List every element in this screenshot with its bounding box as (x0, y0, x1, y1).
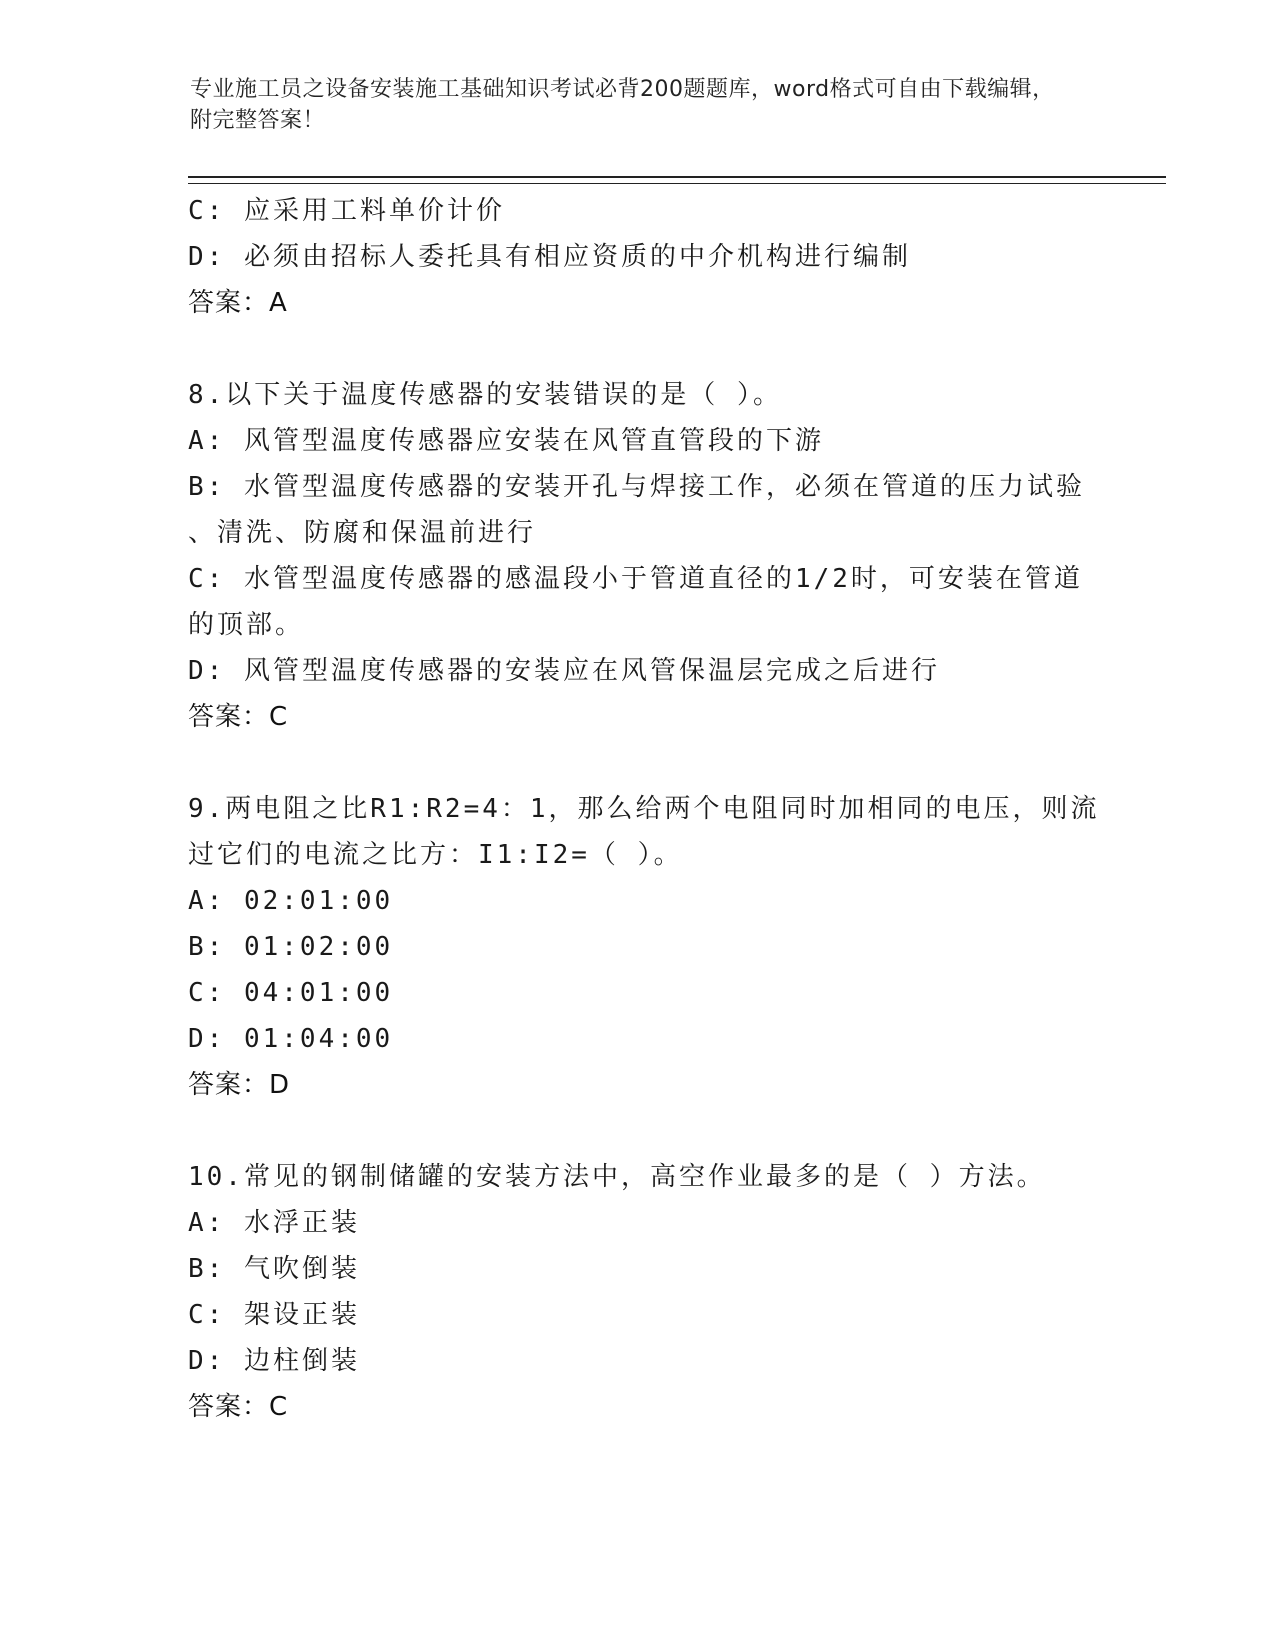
question-9 (188, 786, 1100, 1108)
page-header (190, 74, 1070, 136)
option-c-continued: 的顶部。 (188, 610, 305, 640)
answer-line: 答案：A (188, 288, 288, 318)
option-b-continued: 、清洗、防腐和保温前进行 (188, 518, 537, 548)
header-title: 专业施工员之设备安装施工基础知识考试必背200题题库，word格式可自由下载编辑，附完整答案！ (190, 77, 1055, 133)
option-d: D: 风管型温度传感器的安装应在风管保温层完成之后进行 (188, 656, 940, 686)
question-10 (188, 1154, 1088, 1430)
option-c: C: 架设正装 (188, 1300, 360, 1330)
option-c: C: 应采用工料单价计价 (188, 196, 505, 226)
question-list (188, 188, 1100, 1430)
prev-question-block (188, 188, 1088, 326)
question-stem: 8.以下关于温度传感器的安装错误的是（ ）。 (188, 380, 782, 410)
option-a: A: 02:01:00 (188, 886, 394, 916)
option-c: C: 水管型温度传感器的感温段小于管道直径的1/2时，可安装在管道 (188, 564, 1083, 594)
answer-line: 答案：C (188, 702, 289, 732)
option-d: D: 边柱倒装 (188, 1346, 360, 1376)
option-d: D: 01:04:00 (188, 1024, 394, 1054)
option-a: A: 水浮正装 (188, 1208, 360, 1238)
option-b: B: 气吹倒装 (188, 1254, 360, 1284)
option-a: A: 风管型温度传感器应安装在风管直管段的下游 (188, 426, 824, 456)
option-d: D: 必须由招标人委托具有相应资质的中介机构进行编制 (188, 242, 911, 272)
answer-line: 答案：C (188, 1392, 289, 1422)
answer-line: 答案：D (188, 1070, 291, 1100)
question-stem-continued: 过它们的电流之比方：I1:I2=（ ）。 (188, 840, 683, 870)
question-8 (188, 372, 1088, 740)
option-b: B: 01:02:00 (188, 932, 394, 962)
option-c: C: 04:01:00 (188, 978, 394, 1008)
header-divider (188, 176, 1166, 184)
question-stem: 9.两电阻之比R1:R2=4：1，那么给两个电阻同时加相同的电压，则流 (188, 794, 1100, 824)
question-stem: 10.常见的钢制储罐的安装方法中，高空作业最多的是（ ）方法。 (188, 1162, 1046, 1192)
option-b: B: 水管型温度传感器的安装开孔与焊接工作，必须在管道的压力试验 (188, 472, 1085, 502)
